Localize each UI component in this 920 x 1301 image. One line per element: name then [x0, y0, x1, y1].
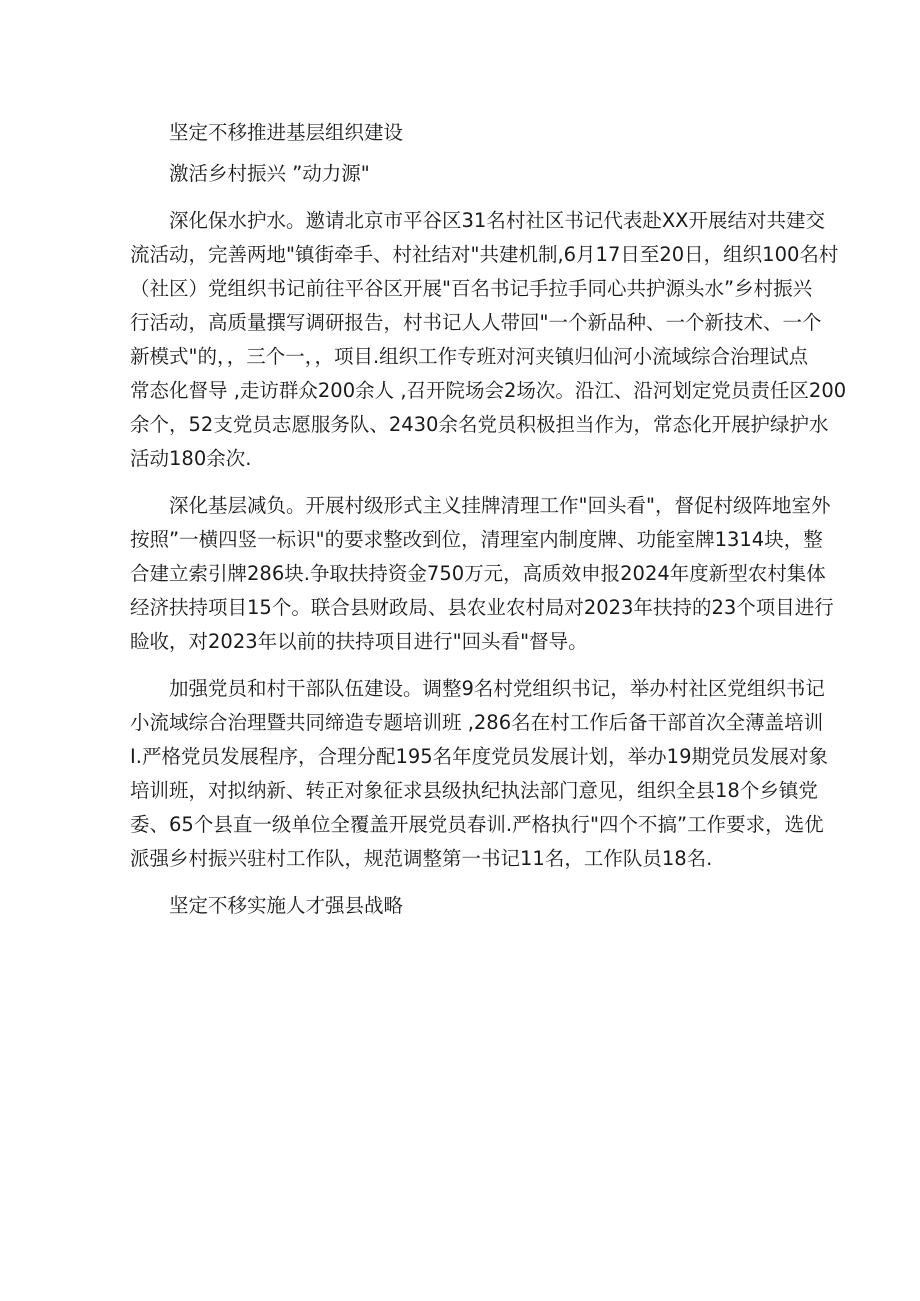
paragraph-line: （社区）党组织书记前往平谷区开展"百名书记手拉手同心共护源头水”乡村振兴	[130, 277, 813, 300]
paragraph-line: 活动180余次.	[130, 447, 252, 470]
paragraph-line: 培训班，对拟纳新、转正对象征求县级执纪执法部门意见，组织全县18个乡镇党	[130, 779, 818, 802]
paragraph-line: 合建立索引牌286块.争取扶持资金750万元，高质效申报2024年度新型农村集体	[130, 562, 826, 585]
paragraph-line: 委、65个县直一级单位全覆盖开展党员春训.严格执行"四个不搞”工作要求，选优	[130, 813, 824, 836]
paragraph-cadre-building	[130, 672, 828, 876]
section-subheading: 激活乡村振兴 ”动力源"	[169, 162, 370, 185]
section-heading: 坚定不移实施人才强县战略	[169, 894, 404, 917]
section-heading: 坚定不移推进基层组织建设	[169, 121, 404, 144]
paragraph-line: 加强党员和村干部队伍建设。调整9名村党组织书记，举办村社区党组织书记	[169, 677, 825, 700]
paragraph-line: 余个，52支党员志愿服务队、2430余名党员积极担当作为，常态化开展护绿护水	[130, 413, 829, 436]
paragraph-line: 按照”一横四竖一标识"的要求整改到位，清理室内制度牌、功能室牌1314块，整	[130, 528, 823, 551]
paragraph-burden-reduction	[130, 489, 834, 659]
paragraph-line: 新模式"的，，三个一，，项目.组织工作专班对河夹镇归仙河小流域综合治理试点	[130, 345, 809, 368]
paragraph-line: 小流域综合治理暨共同缔造专题培训班 ,286名在村工作后备干部首次全薄盖培训	[130, 711, 824, 734]
paragraph-line: 派强乡村振兴驻村工作队，规范调整第一书记11名，工作队员18名.	[130, 847, 713, 870]
paragraph-water-protection	[130, 204, 847, 476]
paragraph-line: 深化保水护水。邀请北京市平谷区31名村社区书记代表赴XX开展结对共建交	[169, 209, 826, 232]
paragraph-line: 经济扶持项目15个。联合县财政局、县农业农村局对2023年扶持的23个项目进行	[130, 596, 834, 619]
document-body	[130, 116, 847, 923]
paragraph-line: I.严格党员发展程序，合理分配195名年度党员发展计划，举办19期党员发展对象	[130, 745, 828, 768]
paragraph-line: 常态化督导 ,走访群众200余人 ,召开院场会2场次。沿江、沿河划定党员责任区200	[130, 379, 847, 402]
paragraph-line: 睑收，对2023年以前的扶持项目进行"回头看"督导。	[130, 630, 588, 653]
paragraph-line: 深化基层减负。开展村级形式主义挂牌清理工作"回头看"，督促村级阵地室外	[169, 494, 831, 517]
paragraph-line: 流活动，完善两地"镇街牵手、村社结对"共建机制,6月17日至20日，组织100名村	[130, 243, 839, 266]
paragraph-line: 行活动，高质量撰写调研报告，村书记人人带回"一个新品种、一个新技术、一个	[130, 311, 822, 334]
